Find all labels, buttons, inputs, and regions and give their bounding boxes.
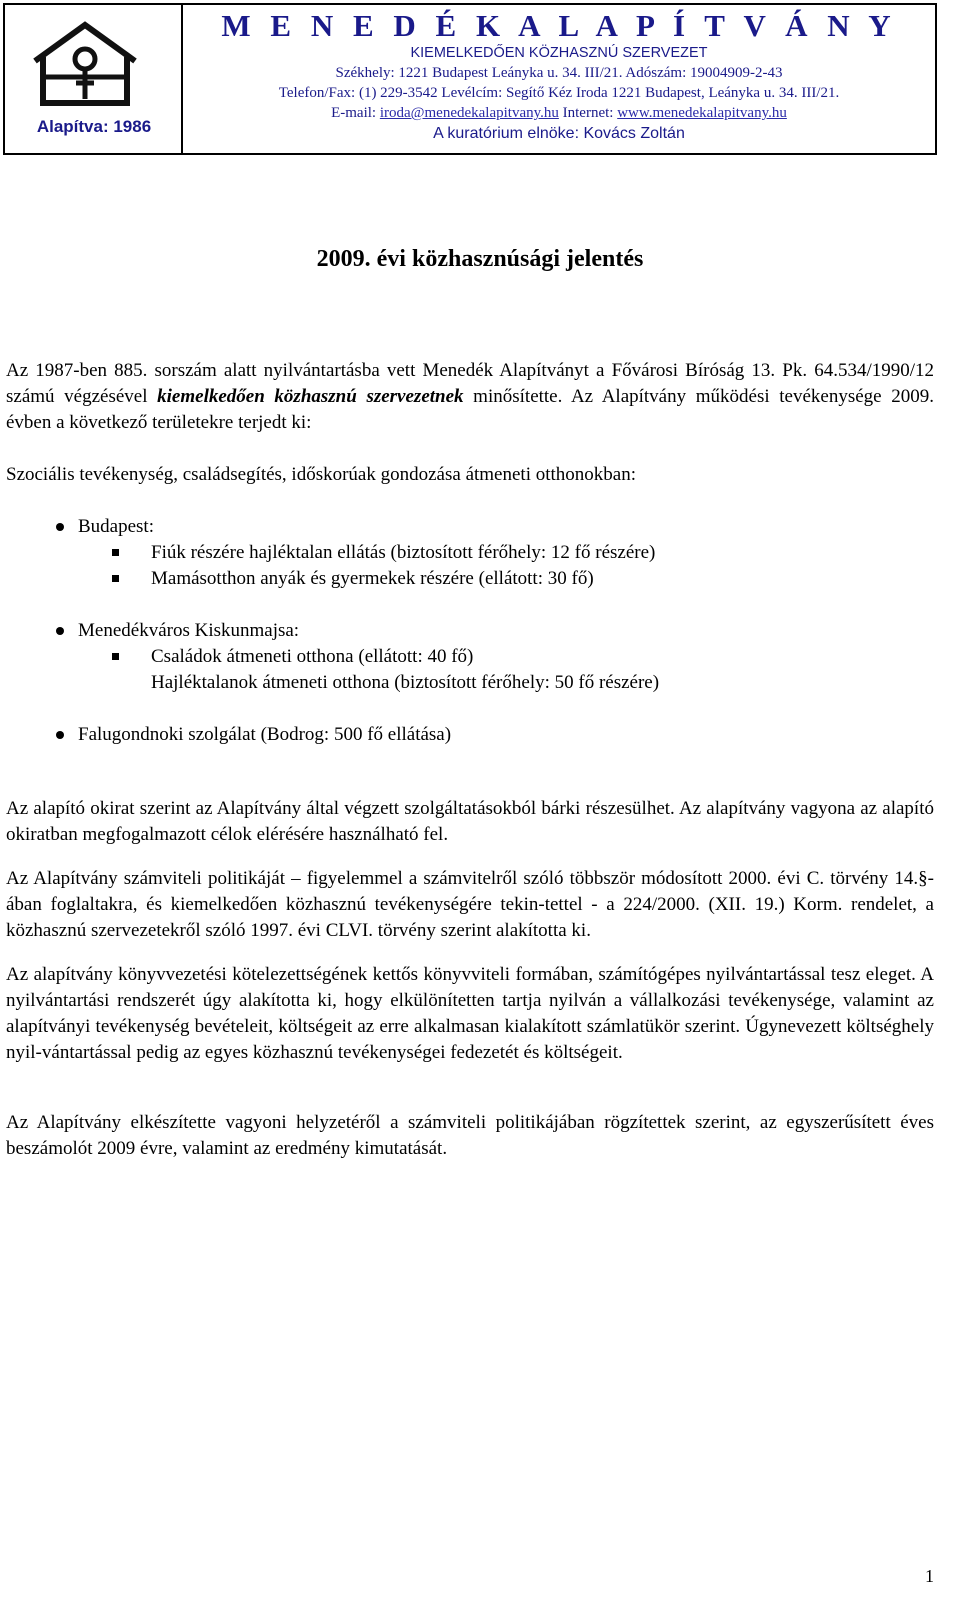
bullet-budapest: Budapest: xyxy=(6,514,934,540)
paragraph-founding: Az alapító okirat szerint az Alapítvány által végzett szolgáltatásokból bárki részesülhet. Az alapítvány vagyona az alapító okiratban megfogalmazott célok elérésére használható fel. xyxy=(6,798,934,845)
paragraph-report: Az Alapítvány elkészítette vagyoni helyzetéről a számviteli politikájában rögzítettek szerint, az egyszerűsített éves beszámolót 2009 évre, valamint az eredmény kimutatását. xyxy=(6,1112,934,1159)
org-phone: Telefon/Fax: (1) 229-3542 Levélcím: Segítő Kéz Iroda 1221 Budapest, Leányka u. 34. III/21. xyxy=(278,85,840,101)
document-title: 2009. évi közhasznúsági jelentés xyxy=(316,246,644,272)
org-name: M E N E D É K A L A P Í T V Á N Y xyxy=(221,8,897,43)
list-item: Mamásotthon anyák és gyermekek részére (ellátott: 30 fő) xyxy=(6,566,934,592)
email-label: E-mail: xyxy=(331,105,380,121)
org-seat: Székhely: 1221 Budapest Leányka u. 34. III/21. Adószám: 19004909-2-43 xyxy=(335,65,783,81)
list-item: Fiúk részére hajléktalan ellátás (biztosított férőhely: 12 fő részére) xyxy=(6,540,934,566)
bullet-village-service: Falugondnoki szolgálat (Bodrog: 500 fő ellátása) xyxy=(6,722,934,748)
internet-label: Internet: xyxy=(558,105,618,121)
logo-panel xyxy=(5,5,183,153)
page-number: 1 xyxy=(925,1566,934,1586)
org-status: KIEMELKEDŐEN KÖZHASZNÚ SZERVEZET xyxy=(410,45,708,61)
email-link[interactable]: iroda@menedekalapitvany.hu xyxy=(379,105,559,121)
website-link[interactable]: www.menedekalapitvany.hu xyxy=(617,105,787,121)
org-contact xyxy=(183,103,935,123)
paragraph-bookkeeping: Az alapítvány könyvvezetési kötelezettségének kettős könyvviteli formában, számítógépes nyilvántartással tesz eleget. A nyilvántartási rendszerét úgy alakította ki, hogy elkülönítetten tartja nyilván a vállalkozási tevékenysége, valamint az alapítványi tevékenység bevételeit, költségeit az erre alkalmasan kialakított számlatükör szerint. Úgynevezett költséghely nyil-vántartással pedig az egyes közhasznú tevékenységei fedezetét és költségeit. xyxy=(6,964,934,1063)
social-heading: Szociális tevékenység, családsegítés, időskorúak gondozása átmeneti otthonokban: xyxy=(6,464,636,485)
list-item: Családok átmeneti otthona (ellátott: 40 fő) xyxy=(6,644,934,670)
org-info xyxy=(183,5,935,145)
house-logo-icon xyxy=(29,19,141,111)
intro-paragraph xyxy=(6,358,934,436)
intro-text-c: minősítette. Az Alapítvány működési tevékenysége 2009. évben a következő területekre terjedt ki: xyxy=(6,386,935,433)
intro-text-a: Az 1987-ben 885. sorszám alatt nyilvántartásba vett Menedék Alapítványt a Fővárosi Bíróság 13. Pk. 64.534/1990/12 számú végzésével xyxy=(6,360,934,407)
founded-year: Alapítva: 1986 xyxy=(36,117,152,136)
intro-emphasis: kiemelkedően közhasznú szervezetnek xyxy=(157,386,464,407)
letterhead xyxy=(3,3,937,155)
paragraph-accounting-policy: Az Alapítvány számviteli politikáját – figyelemmel a számvitelről szóló többször módosított 2000. évi C. törvény 14.§-ában foglaltakra, és kiemelkedően közhasznú tevékenységére tekin-tettel - a 224/2000. (XII. 19.) Korm. rendelet, a közhasznú szervezetekről szóló 1997. évi CLVI. törvény szerint alakította ki. xyxy=(6,868,934,941)
board-chair: A kuratórium elnöke: Kovács Zoltán xyxy=(433,125,685,142)
document-body xyxy=(6,358,934,1162)
list-item: Hajléktalanok átmeneti otthona (biztosított férőhely: 50 fő részére) xyxy=(151,672,660,693)
bullet-kiskunmajsa: Menedékváros Kiskunmajsa: xyxy=(6,618,934,644)
